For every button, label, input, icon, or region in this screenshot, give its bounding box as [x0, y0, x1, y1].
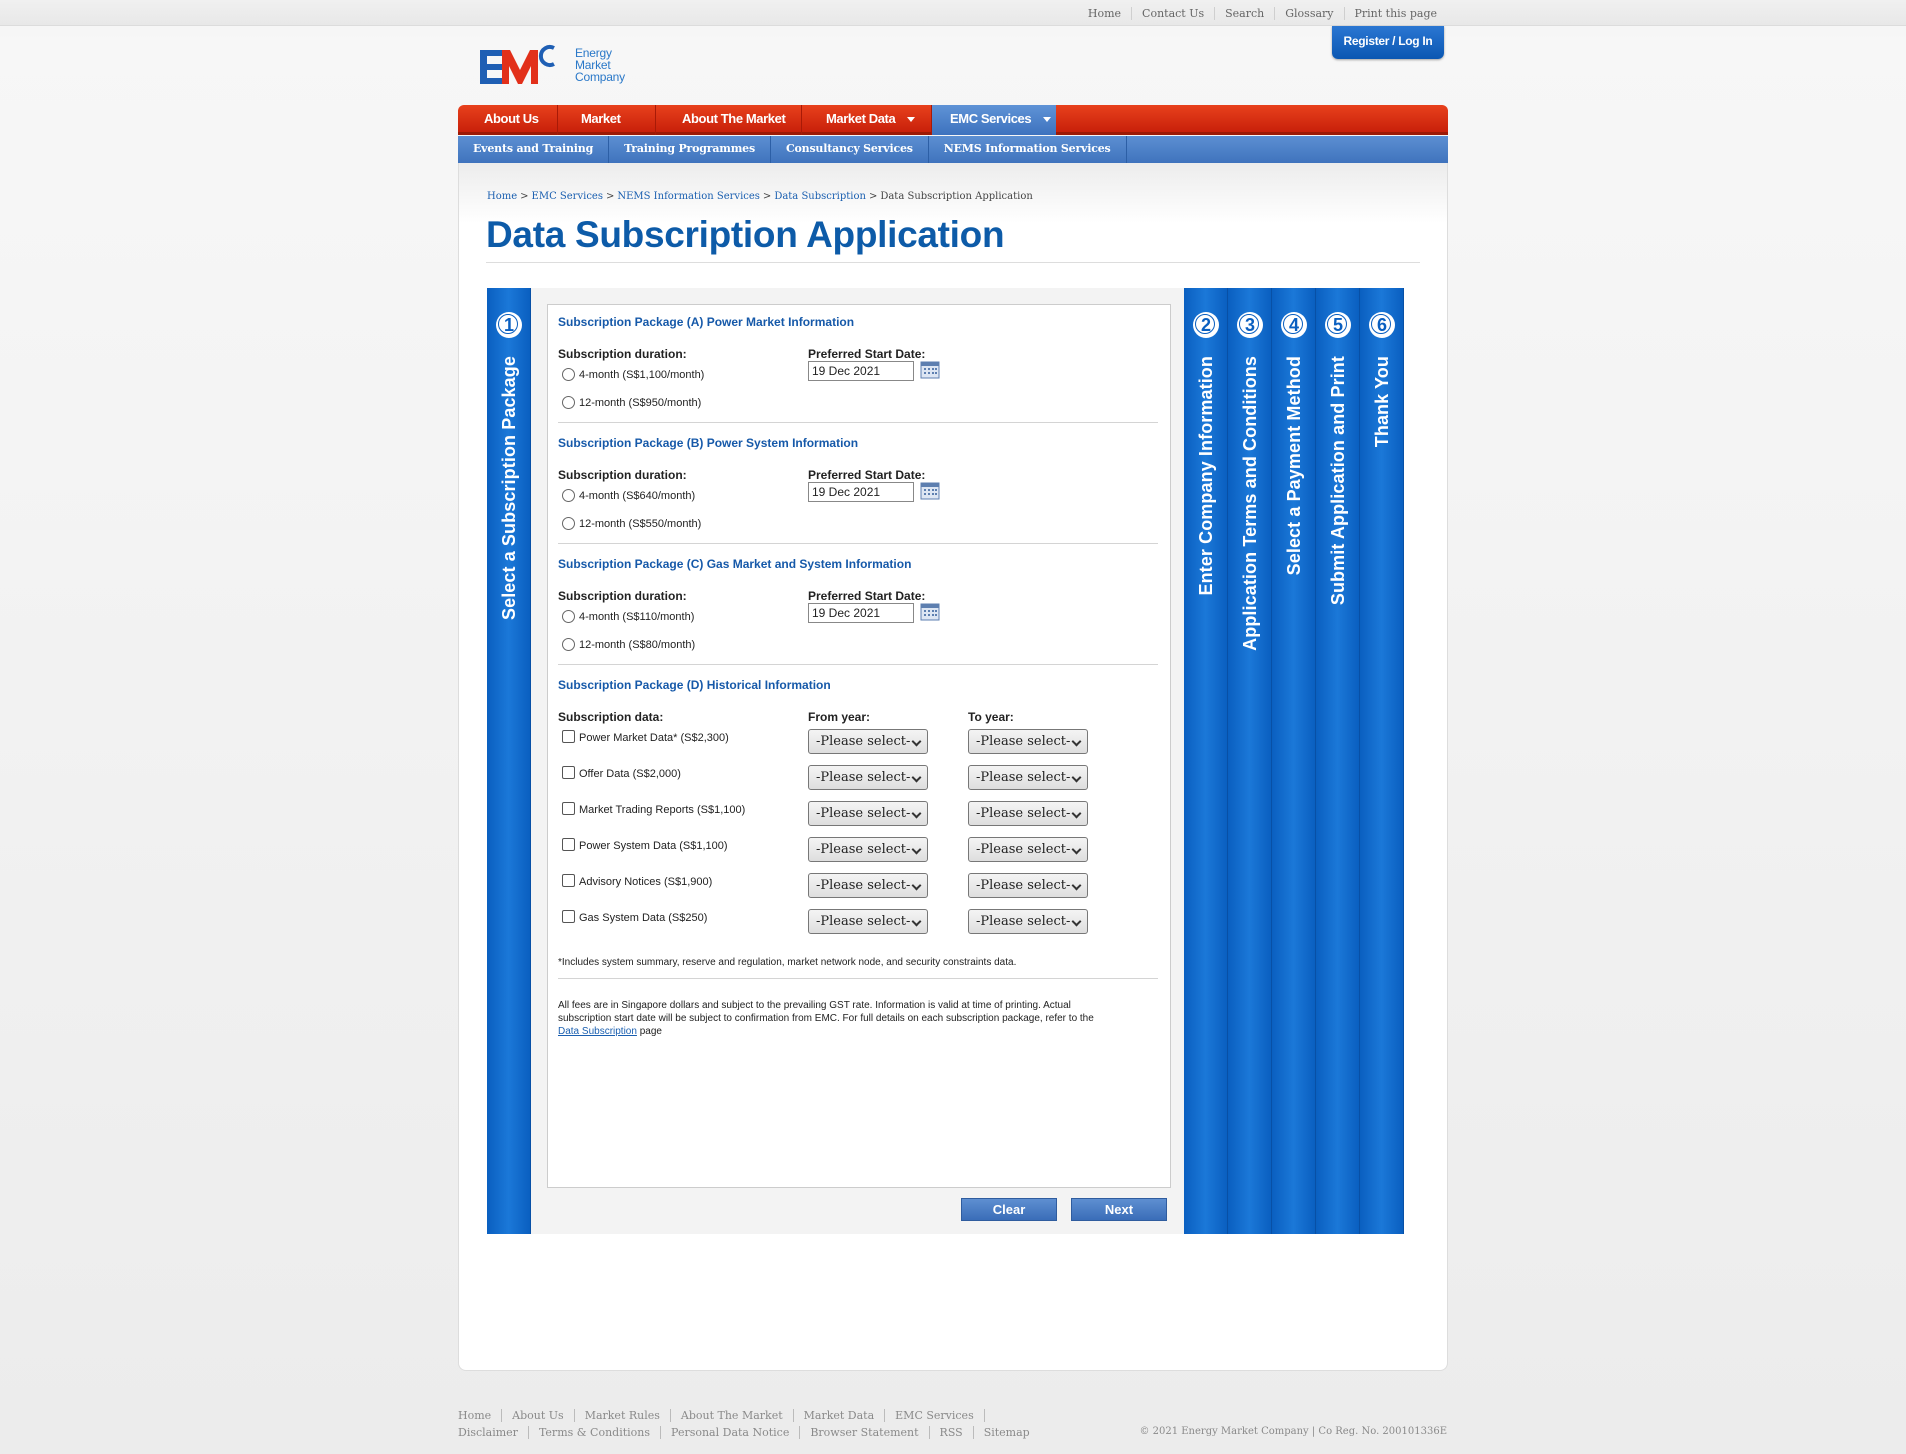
footer-links: [458, 1409, 1040, 1439]
footer-market-rules-link[interactable]: Market Rules: [574, 1409, 670, 1422]
data-subscription-link[interactable]: Data Subscription: [558, 1026, 637, 1037]
package-b-12month-option[interactable]: [562, 517, 701, 531]
section-divider: [558, 664, 1158, 665]
package-b-start-date-input[interactable]: 19 Dec 2021: [808, 482, 914, 502]
package-c-start-date-input[interactable]: 19 Dec 2021: [808, 603, 914, 623]
next-button[interactable]: Next: [1071, 1198, 1167, 1221]
util-search-link[interactable]: Search: [1214, 7, 1274, 20]
package-c-4month-option[interactable]: [562, 610, 694, 624]
chevron-down-icon: [1072, 881, 1082, 891]
checkbox[interactable]: [562, 766, 575, 779]
select-value: -Please select-: [816, 806, 911, 821]
util-glossary-link[interactable]: Glossary: [1274, 7, 1343, 20]
power-system-from-year-select[interactable]: [808, 837, 928, 862]
chevron-down-icon: [912, 737, 922, 747]
nav-about-the-market[interactable]: [656, 105, 802, 135]
select-value: -Please select-: [976, 734, 1071, 749]
clear-button[interactable]: Clear: [961, 1198, 1057, 1221]
item-label: Offer Data (S$2,000): [579, 768, 681, 780]
chevron-down-icon: [1072, 737, 1082, 747]
footer-emc-services-link[interactable]: EMC Services: [884, 1409, 985, 1422]
subscription-form: [547, 304, 1171, 1188]
select-value: -Please select-: [816, 842, 911, 857]
logo-line-2: Market: [575, 58, 611, 72]
section-divider: [558, 422, 1158, 423]
nav-label: Market Data: [826, 111, 896, 126]
historical-item-offer-data[interactable]: [562, 767, 681, 781]
chevron-down-icon: [1072, 845, 1082, 855]
option-label: 12-month (S$550/month): [579, 518, 702, 530]
radio-button[interactable]: [562, 368, 575, 381]
chevron-down-icon: [912, 917, 922, 927]
register-login-button[interactable]: Register / Log In: [1332, 26, 1444, 59]
nav-label: Market: [581, 111, 621, 126]
select-value: -Please select-: [816, 914, 911, 929]
historical-item-power-market[interactable]: [562, 731, 729, 745]
package-c-12month-option[interactable]: [562, 638, 695, 652]
select-value: -Please select-: [816, 770, 911, 785]
section-divider: [558, 543, 1158, 544]
radio-button[interactable]: [562, 517, 575, 530]
checkbox[interactable]: [562, 730, 575, 743]
option-label: 12-month (S$80/month): [579, 639, 696, 651]
step-6-column: [1360, 288, 1404, 1234]
sub-nav: [458, 136, 1448, 163]
radio-button[interactable]: [562, 396, 575, 409]
step-number: 3: [1237, 312, 1263, 338]
page-title: Data Subscription Application: [486, 214, 1005, 255]
advisory-notices-to-year-select[interactable]: [968, 873, 1088, 898]
start-date-label: Preferred Start Date:: [808, 468, 926, 482]
item-label: Advisory Notices (S$1,900): [579, 876, 713, 888]
step-label: Select a Subscription Package: [499, 356, 519, 621]
footer-personal-data-link[interactable]: Personal Data Notice: [660, 1426, 799, 1439]
subscription-data-label: Subscription data:: [558, 710, 664, 724]
option-label: 12-month (S$950/month): [579, 397, 702, 409]
dropdown-arrow-icon[interactable]: [1043, 117, 1051, 122]
footer-market-data-link[interactable]: Market Data: [793, 1409, 885, 1422]
step-number: 6: [1369, 312, 1395, 338]
title-divider: [486, 262, 1420, 263]
logo-line-1: Energy: [575, 46, 612, 60]
package-b-section: [558, 436, 1158, 450]
offer-data-from-year-select[interactable]: [808, 765, 928, 790]
fees-note-line-1: All fees are in Singapore dollars and subject to the prevailing GST rate. Information is valid at time of printing. Actual: [558, 1000, 1071, 1011]
chevron-down-icon: [1072, 809, 1082, 819]
subnav-events-training[interactable]: Events and Training: [458, 136, 609, 163]
step-1-column: [487, 288, 531, 1234]
package-d-title: Subscription Package (D) Historical Information: [558, 678, 831, 692]
step-label: Enter Company Information: [1196, 356, 1216, 596]
footer-rss-link[interactable]: RSS: [929, 1426, 973, 1439]
nav-label: EMC Services: [950, 111, 1032, 126]
step-number: 1: [496, 312, 522, 338]
util-contact-link[interactable]: Contact Us: [1131, 7, 1214, 20]
to-year-label: To year:: [968, 710, 1014, 724]
select-value: -Please select-: [976, 878, 1071, 893]
step-label: Application Terms and Conditions: [1240, 356, 1260, 651]
chevron-down-icon: [1072, 773, 1082, 783]
calendar-icon[interactable]: [920, 481, 940, 501]
checkbox[interactable]: [562, 910, 575, 923]
start-date-label: Preferred Start Date:: [808, 347, 926, 361]
historical-item-power-system[interactable]: [562, 839, 728, 853]
logo-text: [575, 47, 625, 83]
util-print-link[interactable]: Print this page: [1344, 7, 1448, 20]
footer-disclaimer-link[interactable]: Disclaimer: [458, 1426, 518, 1439]
footer-terms-link[interactable]: Terms & Conditions: [528, 1426, 660, 1439]
step-number: 2: [1193, 312, 1219, 338]
step-label: Select a Payment Method: [1284, 356, 1304, 576]
option-label: 4-month (S$1,100/month): [579, 369, 705, 381]
step-3-column: [1228, 288, 1272, 1234]
item-label: Market Trading Reports (S$1,100): [579, 804, 746, 816]
chevron-down-icon: [912, 845, 922, 855]
breadcrumb-home[interactable]: Home: [487, 191, 518, 202]
step-label: Thank You: [1372, 356, 1392, 448]
duration-label: Subscription duration:: [558, 347, 687, 361]
calendar-icon[interactable]: [920, 360, 940, 380]
option-label: 4-month (S$110/month): [579, 611, 695, 623]
step-number: 5: [1325, 312, 1351, 338]
checkbox[interactable]: [562, 874, 575, 887]
fees-note-line-3: page: [636, 1026, 662, 1037]
emc-logo-mark-icon: [480, 44, 560, 88]
radio-button[interactable]: [562, 610, 575, 623]
chevron-down-icon: [912, 881, 922, 891]
advisory-notices-from-year-select[interactable]: [808, 873, 928, 898]
footer-about-us-link[interactable]: About Us: [501, 1409, 574, 1422]
subnav-consultancy[interactable]: Consultancy Services: [771, 136, 929, 163]
nav-emc-services[interactable]: [932, 105, 1056, 135]
subnav-nems-info[interactable]: NEMS Information Services: [929, 136, 1127, 163]
breadcrumb-nems[interactable]: NEMS Information Services: [617, 191, 760, 202]
gas-system-from-year-select[interactable]: [808, 909, 928, 934]
copyright: © 2021 Energy Market Company | Co Reg. No. 200101336E: [1139, 1426, 1447, 1437]
step-5-column: [1316, 288, 1360, 1234]
package-a-4month-option[interactable]: [562, 368, 704, 382]
select-value: -Please select-: [976, 842, 1071, 857]
chevron-down-icon: [912, 773, 922, 783]
item-label: Power Market Data* (S$2,300): [579, 732, 729, 744]
fees-note-line-2: subscription start date will be subject to confirmation from EMC. For full details on each subscription package, refer to the: [558, 1013, 1094, 1024]
select-value: -Please select-: [976, 770, 1071, 785]
package-a-12month-option[interactable]: [562, 396, 701, 410]
breadcrumb-current: Data Subscription Application: [880, 191, 1033, 202]
trading-reports-from-year-select[interactable]: [808, 801, 928, 826]
main-nav: [458, 105, 1448, 135]
item-label: Gas System Data (S$250): [579, 912, 708, 924]
nav-market-rules[interactable]: [558, 105, 656, 135]
gas-system-to-year-select[interactable]: [968, 909, 1088, 934]
calendar-icon[interactable]: [920, 602, 940, 622]
footer-home-link[interactable]: Home: [458, 1409, 492, 1422]
duration-label: Subscription duration:: [558, 589, 687, 603]
footer-sitemap-link[interactable]: Sitemap: [973, 1426, 1040, 1439]
subnav-training-programmes[interactable]: Training Programmes: [609, 136, 771, 163]
package-b-title: Subscription Package (B) Power System Information: [558, 436, 859, 450]
checkbox[interactable]: [562, 802, 575, 815]
duration-label: Subscription duration:: [558, 468, 687, 482]
power-market-to-year-select[interactable]: [968, 729, 1088, 754]
footnote: *Includes system summary, reserve and regulation, market network node, and security constraints data.: [558, 957, 1017, 968]
select-value: -Please select-: [976, 806, 1071, 821]
breadcrumb: Home > EMC Services > NEMS Information Services > Data Subscription > Data Subscription Application: [487, 191, 1033, 202]
checkbox[interactable]: [562, 838, 575, 851]
select-value: -Please select-: [816, 734, 911, 749]
footer-about-market-link[interactable]: About The Market: [670, 1409, 793, 1422]
nav-market-data[interactable]: [802, 105, 932, 135]
option-label: 4-month (S$640/month): [579, 490, 696, 502]
radio-button[interactable]: [562, 489, 575, 502]
logo-line-3: Company: [575, 70, 625, 84]
nav-label: About The Market: [682, 111, 786, 126]
dropdown-arrow-icon[interactable]: [907, 117, 915, 122]
power-system-to-year-select[interactable]: [968, 837, 1088, 862]
fees-note: [558, 999, 1158, 1038]
historical-item-trading-reports[interactable]: [562, 803, 745, 817]
chevron-down-icon: [912, 809, 922, 819]
section-divider: [558, 978, 1158, 979]
package-c-title: Subscription Package (C) Gas Market and System Information: [558, 557, 912, 571]
start-date-label: Preferred Start Date:: [808, 589, 926, 603]
package-a-section: [558, 315, 1158, 329]
package-d-section: [558, 678, 1158, 692]
footer-browser-statement-link[interactable]: Browser Statement: [799, 1426, 928, 1439]
select-value: -Please select-: [976, 914, 1071, 929]
nav-about-us[interactable]: [458, 105, 558, 135]
nav-label: About Us: [484, 111, 539, 126]
historical-item-gas-system[interactable]: [562, 911, 707, 925]
package-c-section: [558, 557, 1158, 571]
package-a-title: Subscription Package (A) Power Market Information: [558, 315, 855, 329]
from-year-label: From year:: [808, 710, 871, 724]
historical-item-advisory-notices[interactable]: [562, 875, 712, 889]
chevron-down-icon: [1072, 917, 1082, 927]
radio-button[interactable]: [562, 638, 575, 651]
breadcrumb-emc-services[interactable]: EMC Services: [531, 191, 603, 202]
breadcrumb-data-subscription[interactable]: Data Subscription: [774, 191, 866, 202]
step-4-column: [1272, 288, 1316, 1234]
item-label: Power System Data (S$1,100): [579, 840, 728, 852]
step-2-column: [1184, 288, 1228, 1234]
step-number: 4: [1281, 312, 1307, 338]
emc-logo[interactable]: [480, 44, 640, 88]
util-home-link[interactable]: Home: [1087, 6, 1122, 20]
select-value: -Please select-: [816, 878, 911, 893]
trading-reports-to-year-select[interactable]: [968, 801, 1088, 826]
power-market-from-year-select[interactable]: [808, 729, 928, 754]
package-b-4month-option[interactable]: [562, 489, 695, 503]
offer-data-to-year-select[interactable]: [968, 765, 1088, 790]
utility-bar: [0, 0, 1906, 26]
package-a-start-date-input[interactable]: 19 Dec 2021: [808, 361, 914, 381]
step-label: Submit Application and Print: [1328, 356, 1348, 606]
